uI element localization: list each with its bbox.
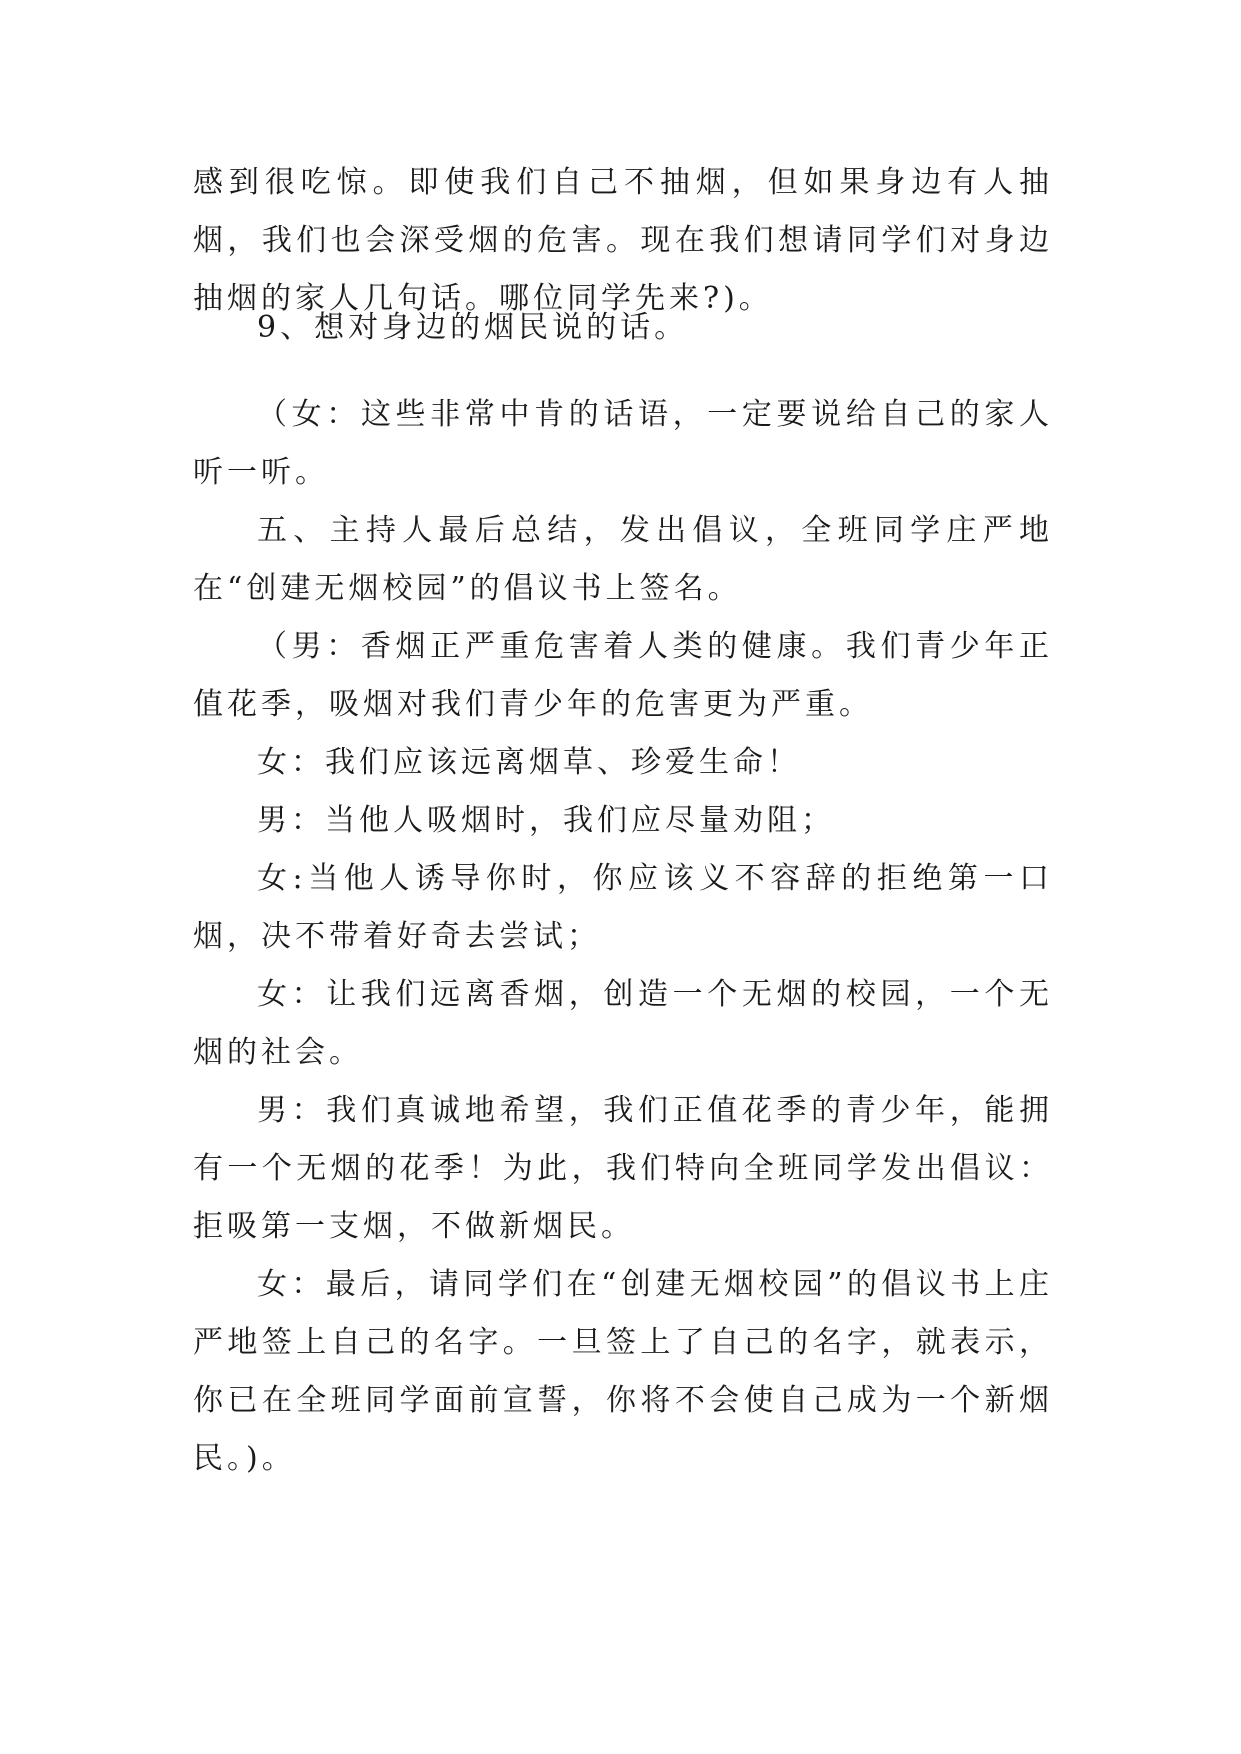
paragraph-3: （女：这些非常中肯的话语，一定要说给自己的家人听一听。 <box>193 397 1053 490</box>
paragraph-1: 感到很吃惊。即使我们自己不抽烟，但如果身边有人抽烟，我们也会深受烟的危害。现在我们想请同学们对身边抽烟的家人几句话。哪位同学先来?)。 <box>193 165 1053 316</box>
paragraph-11: 女：最后，请同学们在“创建无烟校园”的倡议书上庄严地签上自己的名字。一旦签上了自己的名字，就表示，你已在全班同学面前宣誓，你将不会使自己成为一个新烟民。)。 <box>193 1267 1053 1476</box>
paragraph-5: （男：香烟正严重危害着人类的健康。我们青少年正值花季，吸烟对我们青少年的危害更为严重。 <box>193 629 1053 722</box>
paragraph-2: 9、想对身边的烟民说的话。 <box>257 310 689 345</box>
paragraph-9: 女：让我们远离香烟，创造一个无烟的校园，一个无烟的社会。 <box>193 977 1053 1070</box>
paragraph-10: 男：我们真诚地希望，我们正值花季的青少年，能拥有一个无烟的花季！为此，我们特向全班同学发出倡议：拒吸第一支烟，不做新烟民。 <box>193 1093 1053 1244</box>
paragraph-6: 女：我们应该远离烟草、珍爱生命！ <box>257 745 801 780</box>
paragraph-4: 五、主持人最后总结，发出倡议，全班同学庄严地在“创建无烟校园”的倡议书上签名。 <box>193 513 1053 606</box>
paragraph-7: 男：当他人吸烟时，我们应尽量劝阻； <box>257 803 835 838</box>
paragraph-8: 女:当他人诱导你时，你应该义不容辞的拒绝第一口烟，决不带着好奇去尝试； <box>193 861 1053 954</box>
